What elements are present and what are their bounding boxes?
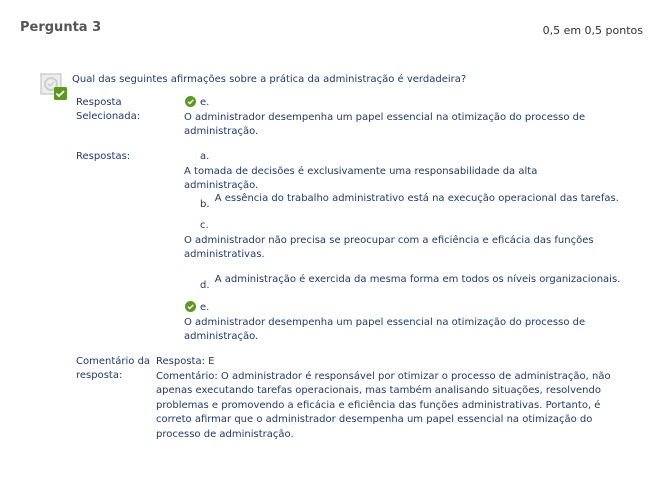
correct-question-icon <box>40 73 68 101</box>
option-b-letter: b. <box>200 199 210 210</box>
feedback-label-line1: Comentário da <box>76 356 151 367</box>
selected-label-line2: Selecionada: <box>76 111 141 122</box>
option-e-letter: e. <box>200 302 210 313</box>
answers-label: Respostas: <box>76 151 131 162</box>
feedback-label-line2: resposta: <box>76 370 123 381</box>
selected-label-line1: Resposta <box>76 97 122 108</box>
feedback-comment: Comentário: O administrador é responsável por otimizar o processo de administração, não apenas executando tarefas operacionais, mas também analisando situações, resolvendo problemas e promovendo a eficácia e eficiência das funções administrativas. Portanto, é correto afirmar que o administrador desempenha um papel essencial na otimização do processo de administração. <box>156 370 611 440</box>
option-d <box>184 273 624 294</box>
selected-letter: e. <box>200 97 210 108</box>
option-a-text: A tomada de decisões é exclusivamente uma responsabilidade da alta administração. <box>184 165 538 191</box>
option-e <box>184 301 604 345</box>
correct-check-icon <box>185 301 196 312</box>
feedback-text <box>156 355 626 442</box>
correct-check-icon <box>185 96 196 107</box>
question-score: 0,5 em 0,5 pontos <box>542 24 643 37</box>
option-a-letter: a. <box>200 151 210 162</box>
option-c-letter: c. <box>200 220 209 231</box>
option-b <box>184 192 624 213</box>
selected-answer-label <box>76 96 140 124</box>
question-title: Pergunta 3 <box>20 20 102 35</box>
option-c <box>184 219 604 263</box>
option-d-text: A administração é exercida da mesma forma em todos os níveis organizacionais. <box>214 274 621 285</box>
option-d-letter: d. <box>200 280 210 291</box>
feedback-label <box>76 355 150 383</box>
option-c-text: O administrador não precisa se preocupar com a eficiência e eficácia das funções administrativas. <box>184 234 594 260</box>
option-a <box>184 150 614 194</box>
option-e-text: O administrador desempenha um papel essencial na otimização do processo de administração. <box>184 316 586 342</box>
question-text: Qual das seguintes afirmações sobre a prática da administração é verdadeira? <box>72 74 467 85</box>
feedback-answer: Resposta: E <box>156 356 215 367</box>
option-b-text: A essência do trabalho administrativo está na execução operacional das tarefas. <box>214 193 619 204</box>
selected-answer <box>184 96 604 140</box>
selected-text: O administrador desempenha um papel essencial na otimização do processo de administração. <box>184 111 586 137</box>
